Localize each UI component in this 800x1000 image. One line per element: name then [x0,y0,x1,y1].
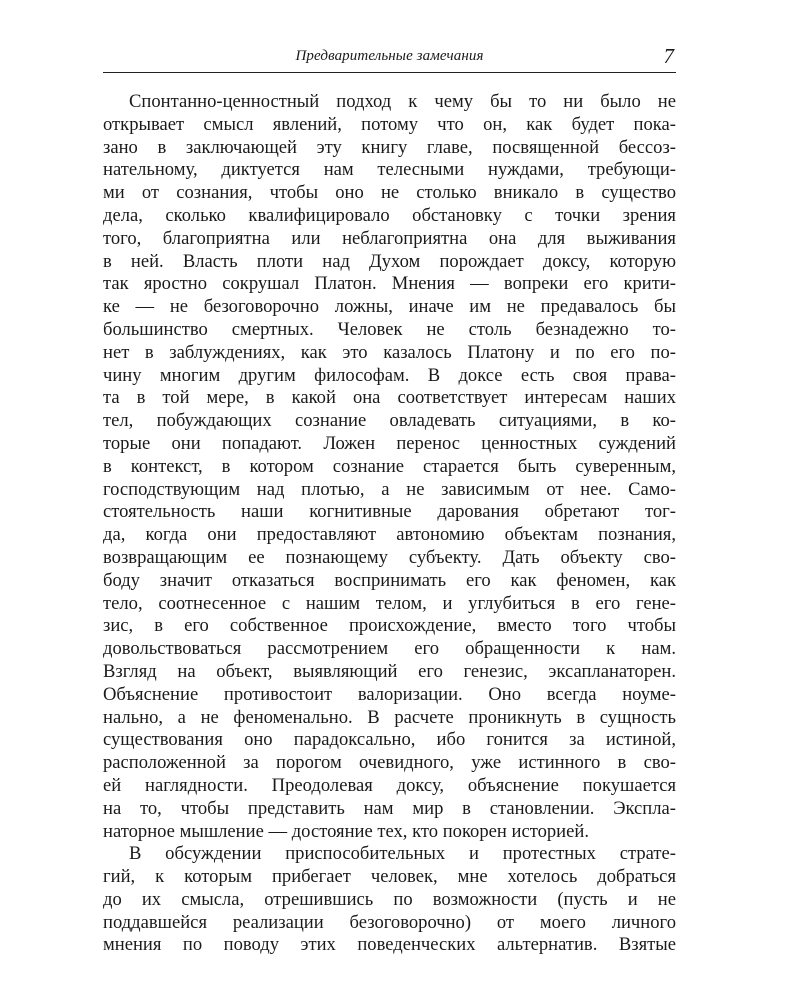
text-line: возвращающим ее познающему субъекту. Дать объекту сво- [103,546,676,568]
text-line: до их смысла, отрешившись по возможности (пусть и не [103,888,676,910]
text-line: дела, сколько квалифицировало обстановку с точки зрения [103,204,676,226]
text-line: нательному, диктуется нам телесными нуждами, требующи- [103,159,676,181]
text-line: на то, чтобы представить нам мир в становлении. Экспла- [103,797,676,819]
text-line: того, благоприятна или неблагоприятна она для выживания [103,227,676,249]
text-line: Взгляд на объект, выявляющий его генезис, эксапланаторен. [103,660,676,682]
text-line: чину многим другим философам. В доксе есть своя права- [103,364,676,386]
text-line: господствующим над плотью, а не зависимым от нее. Само- [103,478,676,500]
text-line: существования оно парадоксально, ибо гонится за истиной, [103,729,676,751]
body-text [103,91,676,957]
text-line: поддавшейся реализации безоговорочно) от моего личного [103,911,676,933]
text-line: тел, побуждающих сознание овладевать ситуациями, в ко- [103,410,676,432]
running-header [103,44,676,73]
text-line: Объяснение противостоит валоризации. Оно всегда ноуме- [103,683,676,705]
text-line: расположенной за порогом очевидного, уже истинного в сво- [103,752,676,774]
text-line: торые они попадают. Ложен перенос ценностных суждений [103,432,676,454]
text-line: боду значит отказаться воспринимать его как феномен, как [103,569,676,591]
page-number: 7 [663,44,674,68]
text-line: Спонтанно-ценностный подход к чему бы то ни было не [129,91,676,112]
text-line: гий, к которым прибегает человек, мне хотелось добраться [103,866,676,888]
paragraph [103,843,676,957]
text-line: в контекст, в котором сознание старается быть суверенным, [103,455,676,477]
text-line: наторное мышление — достояние тех, кто покорен историей. [103,820,589,842]
text-line: ей наглядности. Преодолевая доксу, объяснение покушается [103,774,676,796]
text-line: большинство смертных. Человек не столь безнадежно то- [103,318,676,340]
text-line: открывает смысл явлений, потому что он, как будет пока- [103,113,676,135]
text-line: нет в заблуждениях, как это казалось Платону и по его по- [103,341,676,363]
running-title: Предварительные замечания [295,48,484,64]
text-line: мнения по поводу этих поведенческих альтернатив. Взятые [103,934,676,956]
text-line: зано в заключающей эту книгу главе, посвященной бессоз- [103,136,676,158]
text-line: нально, а не феноменально. В расчете проникнуть в сущность [103,706,676,728]
text-line: довольствоваться рассмотрением его обращенности к нам. [103,638,676,660]
text-line: та в той мере, в какой она соответствует интересам наших [103,387,676,409]
text-line: да, когда они предоставляют автономию объектам познания, [103,524,676,546]
text-line: в ней. Власть плоти над Духом порождает доксу, которую [103,250,676,272]
paragraph [103,91,676,843]
text-line: тело, соотнесенное с нашим телом, и углубиться в его гене- [103,592,676,614]
text-line: В обсуждении приспособительных и протестных страте- [129,843,676,865]
text-line: так яростно сокрушал Платон. Мнения — вопреки его крити- [103,273,676,295]
text-line: зис, в его собственное происхождение, вместо того чтобы [103,615,676,637]
text-line: стоятельность наши когнитивные дарования обретают тог- [103,501,676,523]
text-line: ми от сознания, чтобы оно не столько вникало в существо [103,182,676,204]
text-line: ке — не безоговорочно ложны, иначе им не предавалось бы [103,296,676,318]
